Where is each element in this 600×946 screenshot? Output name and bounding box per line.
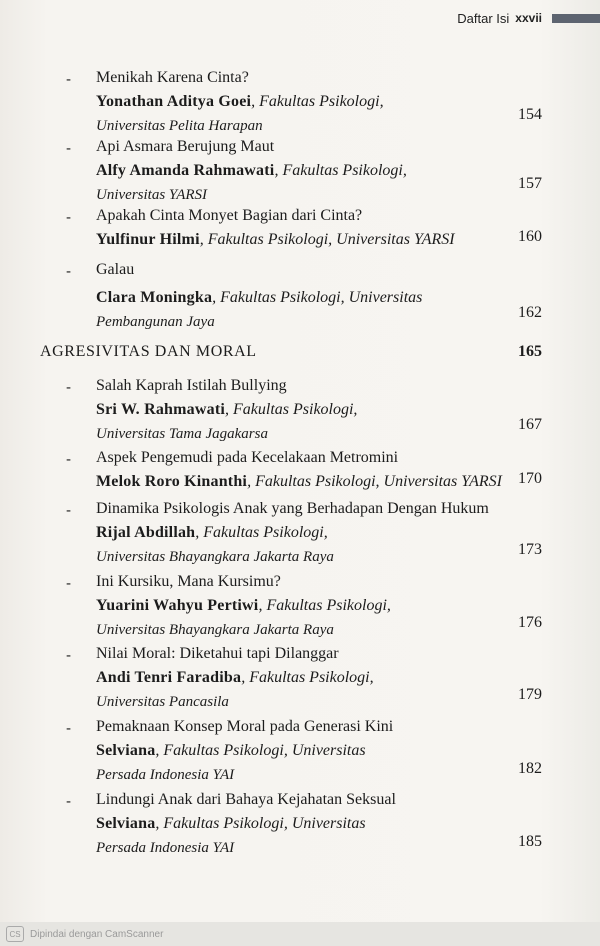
entry-affiliation: , Fakultas Psikologi,	[241, 669, 374, 686]
entry-page-number: 162	[518, 304, 542, 321]
entry-author-line	[96, 521, 516, 545]
scanner-watermark-text: Dipindai dengan CamScanner	[30, 928, 164, 940]
entry-affiliation: , Fakultas Psikologi,	[258, 597, 391, 614]
section-page-number: 165	[518, 343, 542, 360]
entry-author-line	[96, 398, 516, 422]
entry-affiliation-cont: Persada Indonesia YAI	[96, 767, 235, 783]
entry-title: Dinamika Psikologis Anak yang Berhadapan Dengan Hukum	[96, 500, 489, 517]
entry-author-line	[96, 286, 516, 310]
entry-affiliation-cont: Persada Indonesia YAI	[96, 840, 235, 856]
entry-author: Clara Moningka	[96, 289, 213, 306]
entry-author: Selviana	[96, 815, 156, 832]
entry-page-number: 185	[518, 833, 542, 850]
entry-affiliation: , Fakultas Psikologi,	[225, 401, 358, 418]
entry-affiliation-cont: Universitas Pelita Harapan	[96, 118, 263, 134]
entry-affiliation-cont: Universitas YARSI	[96, 187, 208, 203]
entry-title: Salah Kaprah Istilah Bullying	[96, 377, 287, 394]
entry-author-line	[96, 594, 516, 618]
entry-title: Pemaknaan Konsep Moral pada Generasi Kini	[96, 718, 394, 735]
entry-dash: -	[66, 792, 72, 810]
entry-lines	[96, 135, 516, 207]
entry-page-number: 167	[518, 416, 542, 433]
entry-author: Rijal Abdillah	[96, 524, 196, 541]
entry-author: Selviana	[96, 742, 156, 759]
entry-author: Yonathan Aditya Goei	[96, 93, 252, 110]
running-head-page-number: xxvii	[515, 11, 542, 25]
entry-affiliation-cont: Universitas Bhayangkara Jakarta Raya	[96, 549, 334, 565]
running-head-bar	[552, 14, 600, 23]
entry-title: Aspek Pengemudi pada Kecelakaan Metromini	[96, 449, 399, 466]
entry-affiliation: , Fakultas Psikologi, Universitas YARSI	[247, 473, 502, 490]
running-head-title: Daftar Isi	[457, 10, 510, 26]
entry-affiliation: , Fakultas Psikologi,	[274, 162, 407, 179]
entry-affiliation-cont: Pembangunan Jaya	[96, 314, 215, 330]
entry-page-number: 170	[518, 470, 542, 487]
entry-author-line	[96, 90, 516, 114]
section-title: AGRESIVITAS DAN MORAL	[40, 343, 257, 360]
running-head	[457, 8, 600, 28]
entry-author-line	[96, 666, 516, 690]
entry-lines	[96, 446, 516, 494]
entry-lines	[96, 570, 516, 642]
entry-page-number: 176	[518, 614, 542, 631]
entry-affiliation-cont: Universitas Pancasila	[96, 694, 229, 710]
entry-author: Alfy Amanda Rahmawati	[96, 162, 275, 179]
entry-dash: -	[66, 574, 72, 592]
entry-title: Ini Kursiku, Mana Kursimu?	[96, 573, 281, 590]
entry-affiliation: , Fakultas Psikologi, Universitas	[155, 742, 366, 759]
entry-affiliation: , Fakultas Psikologi, Universitas	[212, 289, 423, 306]
entry-author: Andi Tenri Faradiba	[96, 669, 242, 686]
entry-dash: -	[66, 208, 72, 226]
entry-author: Sri W. Rahmawati	[96, 401, 225, 418]
entry-author-line	[96, 812, 516, 836]
entry-author-line	[96, 739, 516, 763]
entry-author: Yulfinur Hilmi	[96, 231, 200, 248]
entry-title: Menikah Karena Cinta?	[96, 69, 249, 86]
entry-dash: -	[66, 70, 72, 88]
entry-title: Api Asmara Berujung Maut	[96, 138, 275, 155]
entry-title: Lindungi Anak dari Bahaya Kejahatan Seksual	[96, 791, 396, 808]
entry-dash: -	[66, 646, 72, 664]
entry-title: Nilai Moral: Diketahui tapi Dilanggar	[96, 645, 339, 662]
entry-page-number: 182	[518, 760, 542, 777]
entry-lines	[96, 788, 516, 860]
entry-page-number: 173	[518, 541, 542, 558]
entry-affiliation: , Fakultas Psikologi, Universitas YARSI	[199, 231, 455, 248]
entry-page-number: 154	[518, 106, 542, 123]
entry-dash: -	[66, 262, 72, 280]
entry-page-number: 160	[518, 228, 542, 245]
entry-lines	[96, 66, 516, 138]
entry-author-line	[96, 159, 516, 183]
entry-dash: -	[66, 378, 72, 396]
entry-affiliation-cont: Universitas Tama Jagakarsa	[96, 426, 268, 442]
entry-lines	[96, 204, 516, 252]
entry-lines	[96, 258, 516, 334]
entry-author: Melok Roro Kinanthi	[96, 473, 248, 490]
entry-affiliation: , Fakultas Psikologi,	[251, 93, 384, 110]
entry-author: Yuarini Wahyu Pertiwi	[96, 597, 259, 614]
camscanner-logo-icon: CS	[6, 926, 24, 942]
entry-title: Galau	[96, 261, 135, 278]
entry-affiliation: , Fakultas Psikologi, Universitas	[155, 815, 366, 832]
entry-dash: -	[66, 501, 72, 519]
entry-affiliation: , Fakultas Psikologi,	[195, 524, 328, 541]
entry-page-number: 179	[518, 686, 542, 703]
entry-dash: -	[66, 139, 72, 157]
entry-title: Apakah Cinta Monyet Bagian dari Cinta?	[96, 207, 363, 224]
entry-page-number: 157	[518, 175, 542, 192]
entry-lines	[96, 642, 516, 714]
entry-affiliation-cont: Universitas Bhayangkara Jakarta Raya	[96, 622, 334, 638]
scanner-footer	[0, 922, 600, 946]
section-heading	[40, 343, 542, 361]
entry-author-line	[96, 470, 516, 494]
entry-lines	[96, 715, 516, 787]
entry-lines	[96, 374, 516, 446]
entry-dash: -	[66, 719, 72, 737]
entry-lines	[96, 497, 516, 569]
entry-dash: -	[66, 450, 72, 468]
entry-author-line	[96, 228, 516, 252]
